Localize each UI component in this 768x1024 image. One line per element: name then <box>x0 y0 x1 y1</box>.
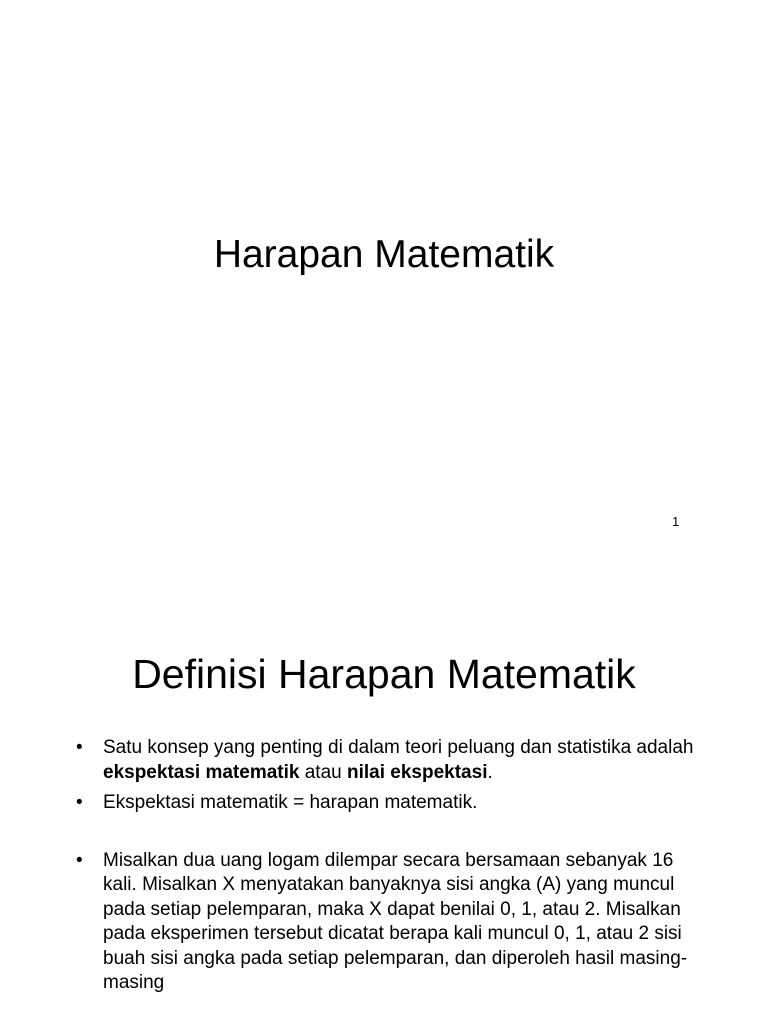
bullet-list <box>76 736 696 996</box>
bullet-marker: • <box>76 737 83 758</box>
slide-1-title: Harapan Matematik <box>213 233 555 276</box>
bullet-marker: • <box>76 792 83 813</box>
bold-term: nilai ekspektasi <box>347 761 488 783</box>
slide-2-title: Definisi Harapan Matematik <box>132 651 636 697</box>
bullet-text: Satu konsep yang penting di dalam teori peluang dan statistika adalah <box>103 737 694 758</box>
bullet-text: atau <box>299 761 347 783</box>
slide-2 <box>0 560 768 1024</box>
page-number: 1 <box>672 514 680 529</box>
bullet-text: . <box>487 761 493 783</box>
bullet-text: Ekspektasi matematik = harapan matematik. <box>103 792 478 813</box>
bullet-item <box>76 736 696 785</box>
bullet-item <box>76 849 696 996</box>
bullet-item <box>76 791 696 816</box>
bullet-marker: • <box>76 849 83 871</box>
bold-term: ekspektasi matematik <box>103 761 300 783</box>
bullet-text: Misalkan dua uang logam dilempar secara bersamaan sebanyak 16 kali. Misalkan X menyatakan banyaknya sisi angka (A) yang muncul pada setiap pelemparan, maka X dapat benilai 0, 1, atau 2. Misalkan pada eksperimen tersebut dicatat berapa kali muncul 0, 1, atau 2 sisi buah sisi angka pada setiap pelemparan, dan diperoleh hasil masing-masing <box>103 849 688 993</box>
